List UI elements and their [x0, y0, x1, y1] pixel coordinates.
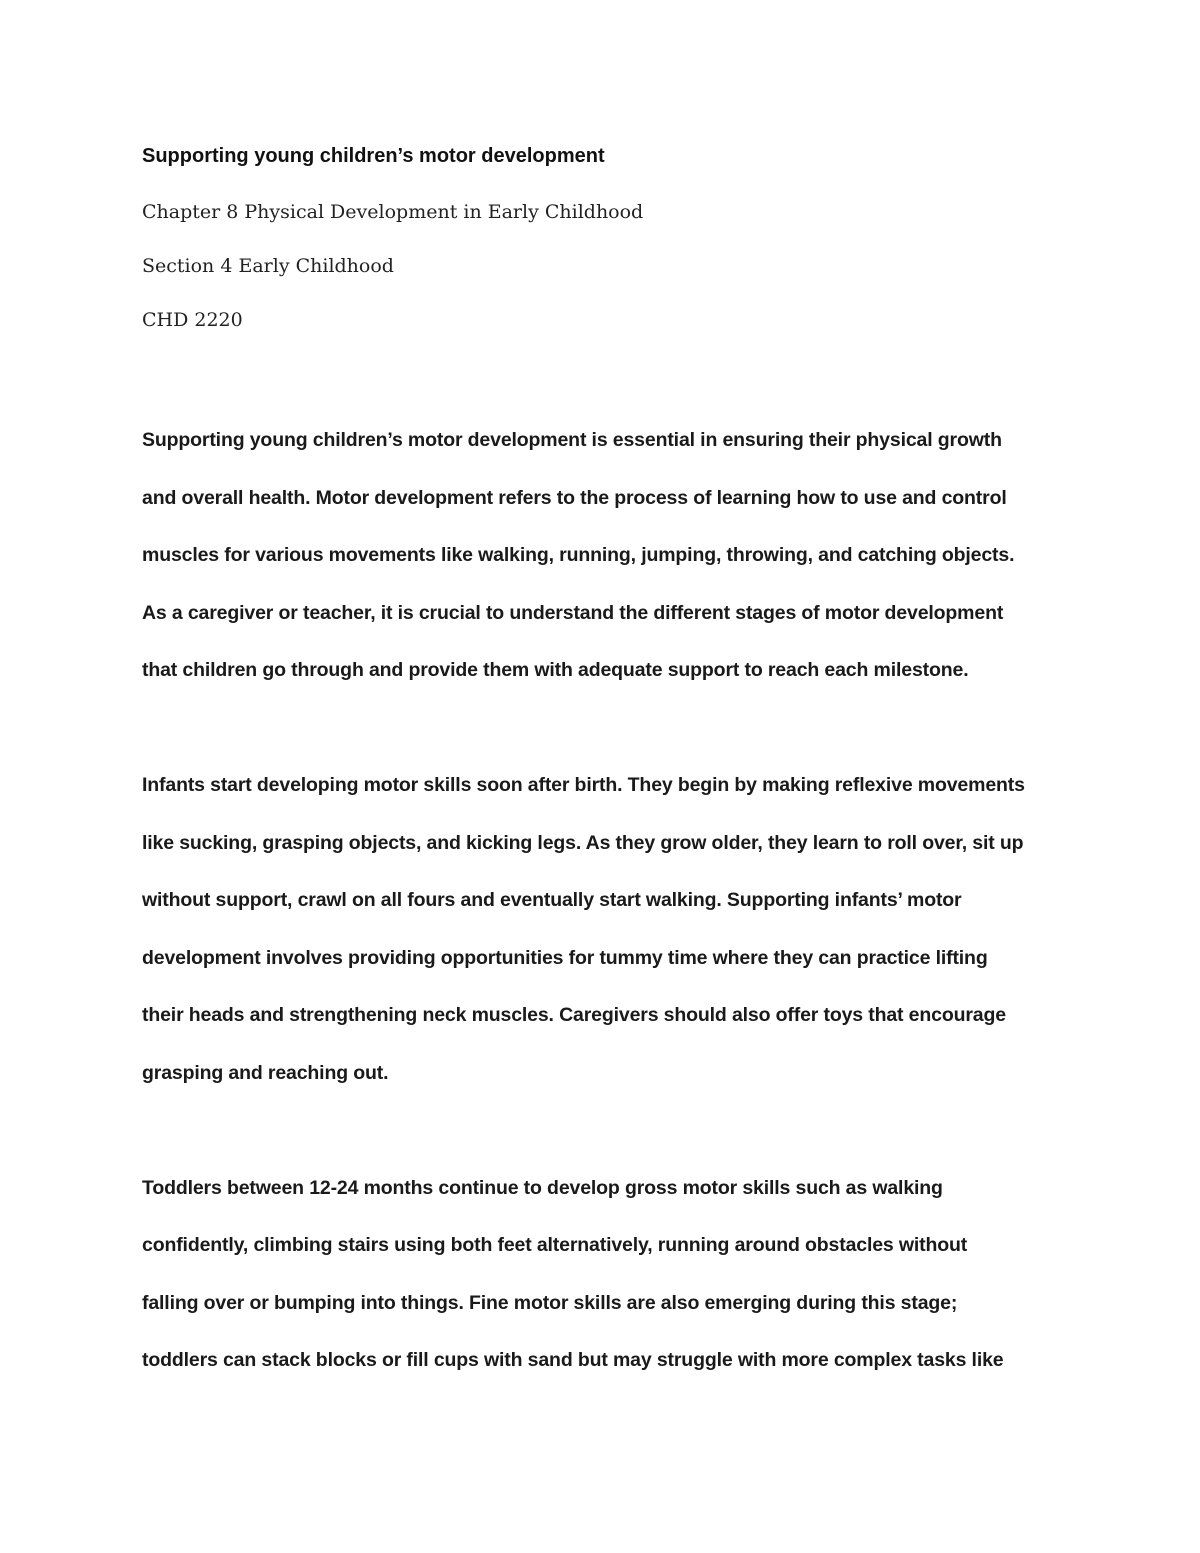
paragraph-toddlers: [142, 1160, 1072, 1390]
paragraph-line: like sucking, grasping objects, and kicking legs. As they grow older, they learn to roll over, sit up: [142, 831, 1024, 854]
paragraph-line: and overall health. Motor development refers to the process of learning how to use and control: [142, 486, 1007, 509]
paragraph-line: Toddlers between 12-24 months continue to develop gross motor skills such as walking: [142, 1176, 943, 1199]
paragraph-line: their heads and strengthening neck muscles. Caregivers should also offer toys that encourage: [142, 1004, 1006, 1026]
document-body: [142, 412, 1072, 1447]
section-line: Section 4 Early Childhood: [142, 255, 394, 277]
paragraph-intro: [142, 412, 1072, 700]
paragraph-line: that children go through and provide them with adequate support to reach each milestone.: [142, 659, 969, 681]
paragraph-line: Infants start developing motor skills soon after birth. They begin by making reflexive movements: [142, 774, 1025, 796]
paragraph-line: Supporting young children’s motor development is essential in ensuring their physical growth: [142, 429, 1002, 451]
course-line: CHD 2220: [142, 309, 243, 331]
document-header: [142, 138, 1072, 356]
paragraph-line: falling over or bumping into things. Fine motor skills are also emerging during this stage;: [142, 1291, 958, 1314]
paragraph-line: development involves providing opportunities for tummy time where they can practice lifting: [142, 946, 988, 969]
paragraph-line: toddlers can stack blocks or fill cups with sand but may struggle with more complex tasks like: [142, 1349, 1004, 1371]
paragraph-line: without support, crawl on all fours and eventually start walking. Supporting infants’ motor: [142, 889, 962, 911]
paragraph-line: confidently, climbing stairs using both feet alternatively, running around obstacles without: [142, 1234, 968, 1256]
paragraph-line: grasping and reaching out.: [142, 1061, 389, 1084]
paragraph-infants: [142, 757, 1072, 1102]
document-title: Supporting young children’s motor development: [142, 145, 605, 167]
paragraph-line: As a caregiver or teacher, it is crucial to understand the different stages of motor development: [142, 601, 1004, 624]
chapter-line: Chapter 8 Physical Development in Early Childhood: [142, 201, 644, 223]
paragraph-line: muscles for various movements like walking, running, jumping, throwing, and catching objects.: [142, 544, 1015, 566]
